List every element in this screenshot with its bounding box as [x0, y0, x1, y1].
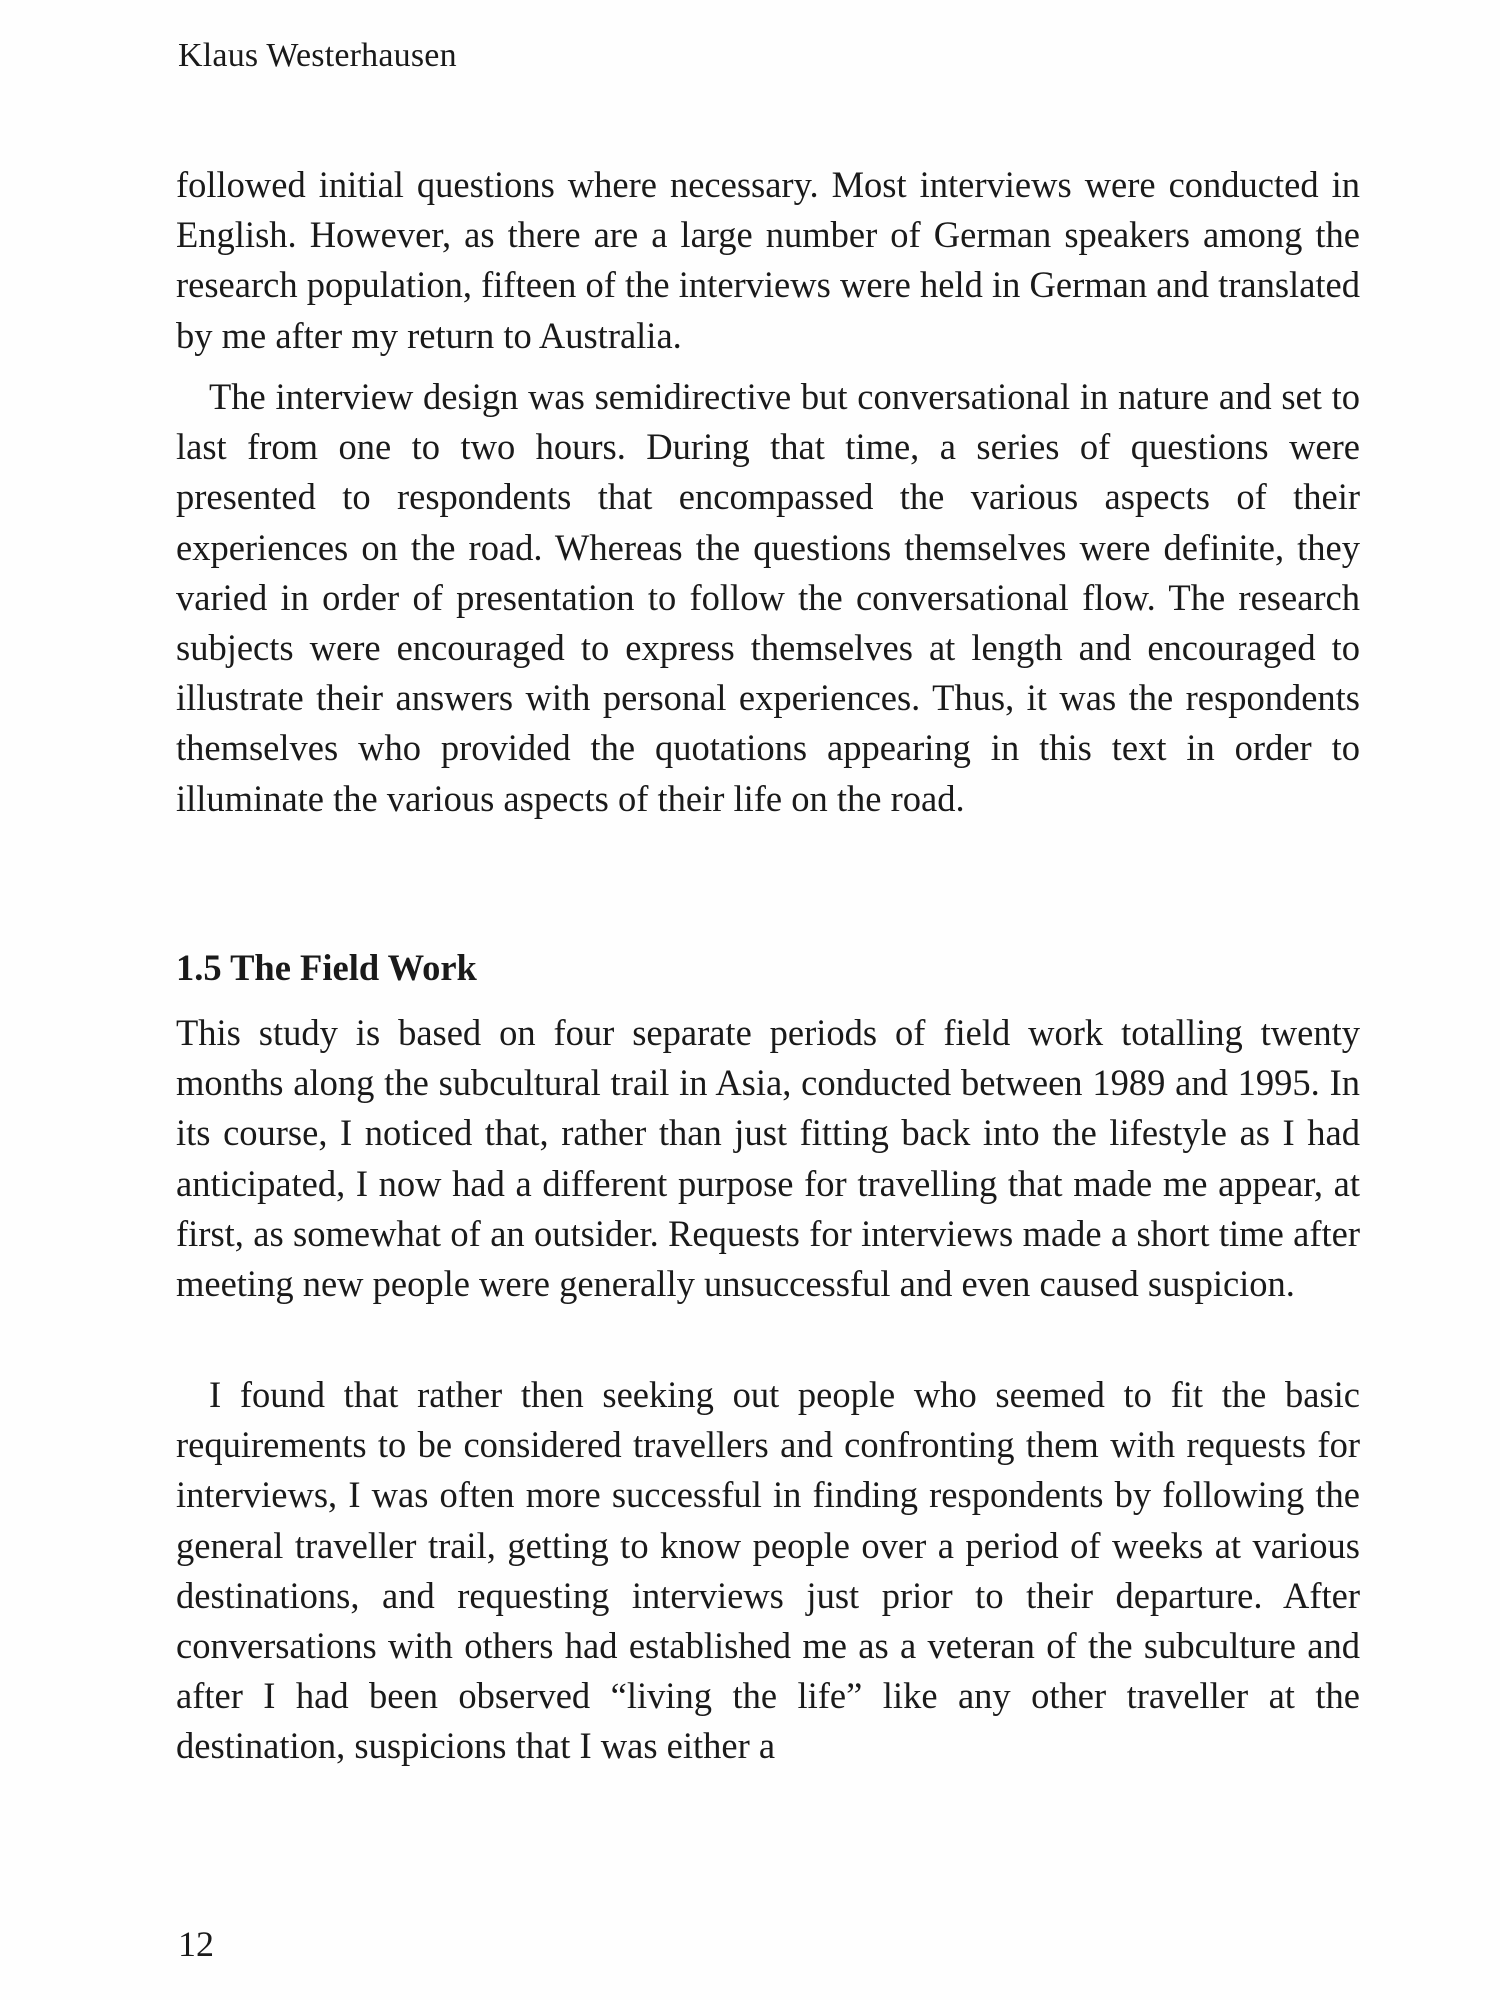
paragraph-4-text: I found that rather then seeking out people who seemed to fit the basic requirements to be considered travellers and confronting them with requests for interviews, I was often more successful in finding respondents by following the general traveller trail, getting to know people over a period of weeks at various destinations, and requesting interviews just prior to their departure. After conversations with others had established me as a veteran of the subculture and after I had been observed “living the life” like any other traveller at the destination, suspicions that I was either a	[176, 1374, 1360, 1767]
paragraph-4	[176, 1370, 1360, 1772]
section-heading: 1.5 The Field Work	[176, 947, 477, 988]
paragraph-2-text: The interview design was semidirective but conversational in nature and set to last from one to two hours. During that time, a series of questions were presented to respondents that encompassed the various aspects of their experiences on the road. Whereas the questions themselves were definite, they varied in order of presentation to follow the conversational flow. The research subjects were encouraged to express themselves at length and encouraged to illustrate their answers with personal experiences. Thus, it was the respondents themselves who provided the quotations appearing in this text in order to illuminate the various aspects of their life on the road.	[176, 376, 1360, 819]
running-head-author: Klaus Westerhausen	[178, 37, 457, 74]
paragraph-1	[176, 160, 1360, 361]
paragraph-1-text: followed initial questions where necessary. Most interviews were conducted in English. However, as there are a large number of German speakers among the research population, fifteen of the interviews were held in German and translated by me after my return to Australia.	[176, 164, 1360, 356]
paragraph-3	[176, 1008, 1360, 1309]
paragraph-3-text: This study is based on four separate periods of field work totalling twenty months along the subcultural trail in Asia, conducted between 1989 and 1995. In its course, I noticed that, rather than just fitting back into the lifestyle as I had anticipated, I now had a different purpose for travelling that made me appear, at first, as somewhat of an outsider. Requests for interviews made a short time after meeting new people were generally unsuccessful and even caused suspicion.	[176, 1012, 1360, 1305]
page-number: 12	[178, 1924, 214, 1964]
paragraph-2	[176, 372, 1360, 824]
